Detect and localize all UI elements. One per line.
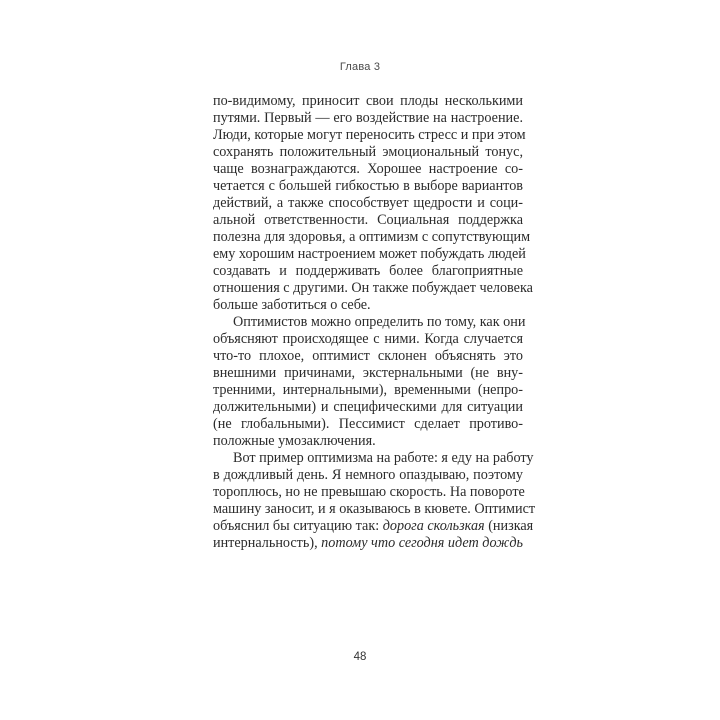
text-line: чаще вознаграждаются. Хорошее настроение со- bbox=[213, 161, 523, 177]
text-line: четается с большей гибкостью в выборе вариантов bbox=[213, 178, 523, 194]
text-run-italic: дорога скользкая bbox=[382, 518, 485, 534]
text-run-italic: потому что сегодня идет дождь bbox=[321, 535, 524, 551]
paragraph-1 bbox=[213, 93, 533, 314]
body-text bbox=[213, 93, 536, 552]
text-line: больше заботиться о себе. bbox=[213, 297, 371, 313]
text-line: положные умозаключения. bbox=[213, 433, 376, 449]
paragraph-2 bbox=[213, 314, 526, 450]
text-line: создавать и поддерживать более благоприятные bbox=[213, 263, 523, 279]
text-line: по-видимому, приносит свои плоды несколькими bbox=[213, 93, 523, 109]
text-line: должительными) и специфическими для ситуации bbox=[213, 399, 523, 415]
text-line: Оптимистов можно определить по тому, как они bbox=[233, 314, 526, 330]
text-line: (не глобальными). Пессимист сделает противо- bbox=[213, 416, 523, 432]
text-line: тренними, интернальными), временными (непро- bbox=[213, 382, 523, 398]
text-line: Вот пример оптимизма на работе: я еду на работу bbox=[233, 450, 534, 466]
text-line: объясняют происходящее с ними. Когда случается bbox=[213, 331, 523, 347]
text-line: что-то плохое, оптимист склонен объяснять это bbox=[213, 348, 523, 364]
text-line: в дождливый день. Я немного опаздываю, поэтому bbox=[213, 467, 523, 483]
text-line: действий, а также способствует щедрости и соци- bbox=[213, 195, 523, 211]
text-line: полезна для здоровья, а оптимизм с сопутствующим bbox=[213, 229, 531, 245]
text-line: путями. Первый — его воздействие на настроение. bbox=[213, 110, 523, 126]
page-number: 48 bbox=[353, 651, 367, 663]
text-line: отношения с другими. Он также побуждает человека bbox=[213, 280, 533, 296]
text-line-mixed bbox=[213, 518, 534, 535]
text-line: альной ответственности. Социальная поддержка bbox=[213, 212, 523, 228]
text-line-mixed bbox=[213, 535, 523, 552]
text-line: внешними причинами, экстернальными (не вну- bbox=[213, 365, 523, 381]
text-run: объяснил бы ситуацию так: bbox=[213, 518, 383, 534]
text-line: ему хорошим настроением может побуждать людей bbox=[213, 246, 526, 262]
text-line: машину заносит, и я оказываюсь в кювете. Оптимист bbox=[213, 501, 536, 517]
text-line: тороплюсь, но не превышаю скорость. На повороте bbox=[213, 484, 525, 500]
text-run: (низкая bbox=[484, 518, 534, 534]
text-run: интернальность), bbox=[213, 535, 322, 551]
paragraph-3 bbox=[213, 450, 536, 552]
text-line: сохранять положительный эмоциональный тонус, bbox=[213, 144, 523, 160]
text-line: Люди, которые могут переносить стресс и при этом bbox=[213, 127, 526, 143]
running-header-chapter: Глава 3 bbox=[339, 61, 381, 73]
